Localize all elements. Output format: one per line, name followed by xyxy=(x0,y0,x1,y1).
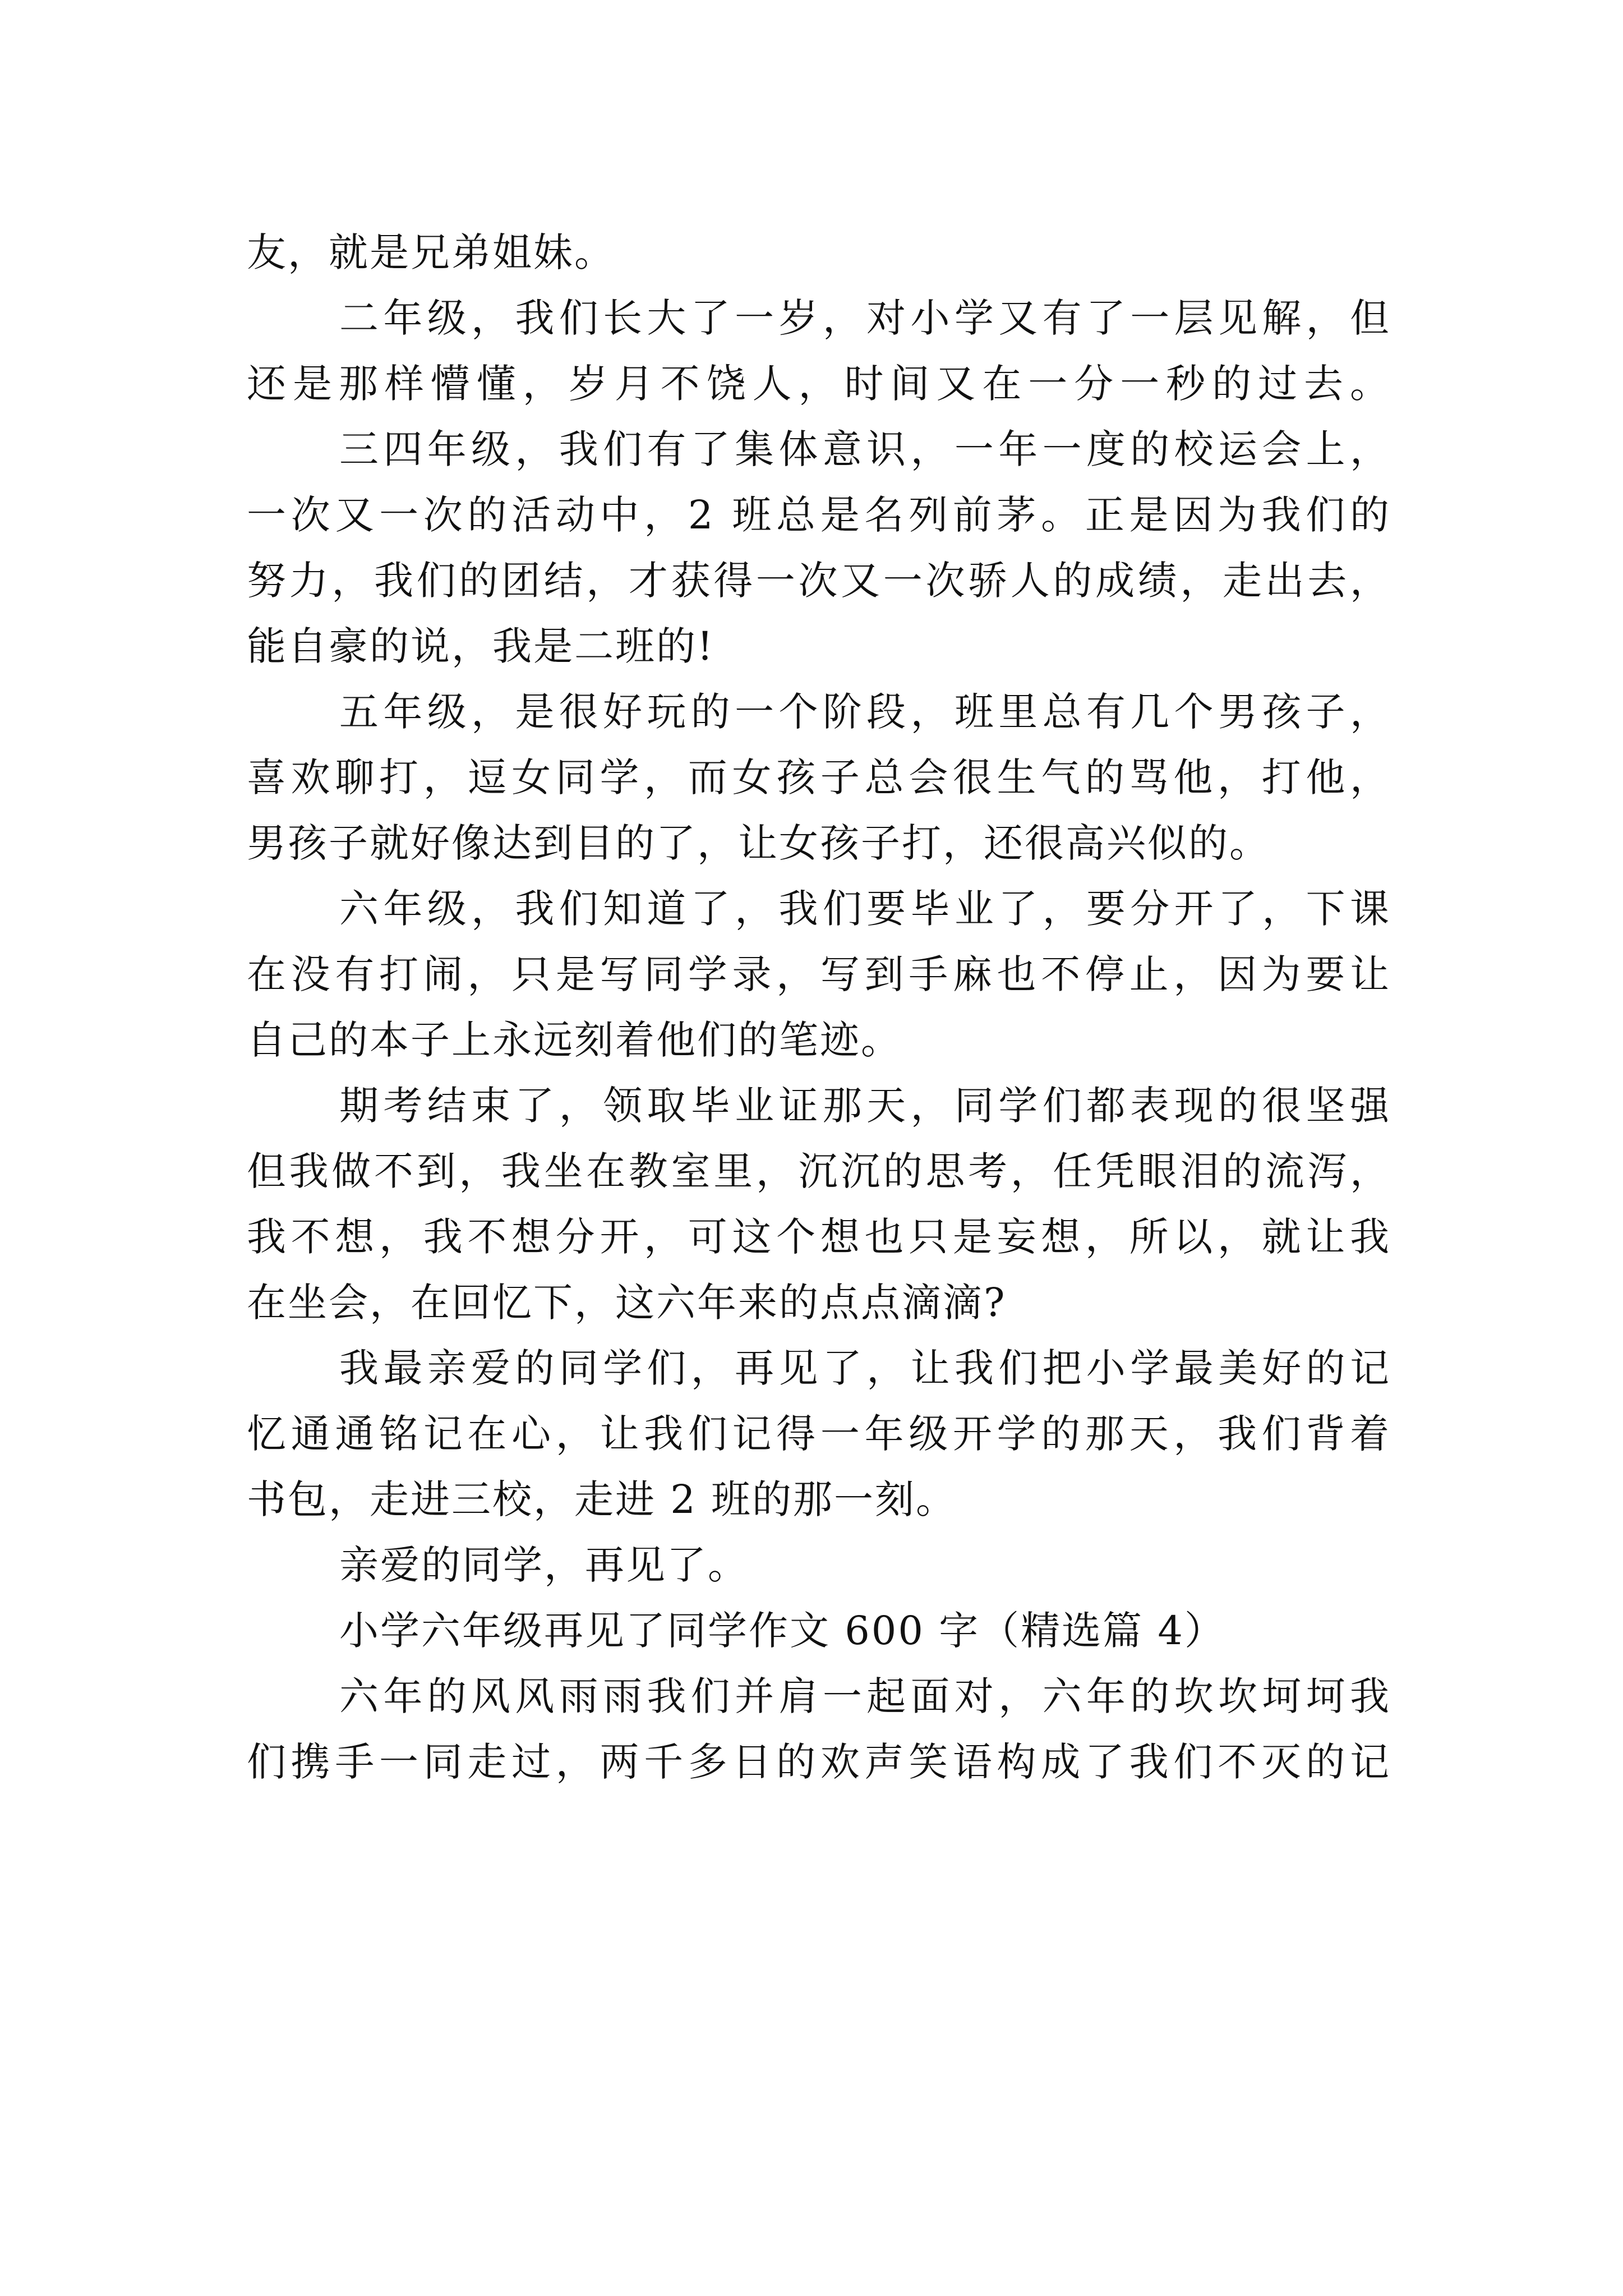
document-body xyxy=(247,220,1391,1795)
text-line: 六年的风风雨雨我们并肩一起面对，六年的坎坎坷坷我 xyxy=(339,1673,1391,1719)
text-line: 六年级，我们知道了，我们要毕业了，要分开了，下课 xyxy=(339,886,1391,932)
text-line: 还是那样懵懂，岁月不饶人，时间又在一分一秒的过去。 xyxy=(247,361,1391,407)
text-line: 一次又一次的活动中，2 班总是名列前茅。正是因为我们的 xyxy=(247,492,1391,538)
text-line: 我不想，我不想分开，可这个想也只是妄想，所以，就让我 xyxy=(247,1214,1391,1260)
text-line: 喜欢聊打，逗女同学，而女孩子总会很生气的骂他，打他， xyxy=(247,754,1391,800)
text-line: 五年级，是很好玩的一个阶段，班里总有几个男孩子， xyxy=(339,689,1391,735)
text-line: 三四年级，我们有了集体意识，一年一度的校运会上， xyxy=(339,426,1391,472)
text-line: 期考结束了，领取毕业证那天，同学们都表现的很坚强 xyxy=(339,1083,1391,1129)
text-line: 书包，走进三校，走进 2 班的那一刻。 xyxy=(247,1476,957,1522)
text-line: 亲爱的同学，再见了。 xyxy=(339,1542,749,1588)
text-line: 们携手一同走过，两千多日的欢声笑语构成了我们不灭的记 xyxy=(247,1739,1391,1785)
text-line: 自己的本子上永远刻着他们的笔迹。 xyxy=(247,1017,902,1063)
text-line: 忆通通铭记在心，让我们记得一年级开学的那天，我们背着 xyxy=(247,1411,1391,1457)
text-line: 在坐会，在回忆下，这六年来的点点滴滴? xyxy=(247,1280,1007,1326)
text-line: 但我做不到，我坐在教室里，沉沉的思考，任凭眼泪的流泻， xyxy=(247,1148,1391,1194)
text-line: 二年级，我们长大了一岁，对小学又有了一层见解，但 xyxy=(339,295,1391,341)
text-line: 男孩子就好像达到目的了，让女孩子打，还很高兴似的。 xyxy=(247,820,1270,866)
section-heading: 小学六年级再见了同学作文 600 字（精选篇 4） xyxy=(339,1608,1225,1654)
text-line: 在没有打闹，只是写同学录，写到手麻也不停止，因为要让 xyxy=(247,951,1391,997)
text-line: 友，就是兄弟姐妹。 xyxy=(247,229,615,275)
text-line: 能自豪的说，我是二班的! xyxy=(247,623,715,669)
text-line: 我最亲爱的同学们，再见了，让我们把小学最美好的记 xyxy=(339,1345,1391,1391)
text-line: 努力，我们的团结，才获得一次又一次骄人的成绩，走出去， xyxy=(247,558,1391,604)
